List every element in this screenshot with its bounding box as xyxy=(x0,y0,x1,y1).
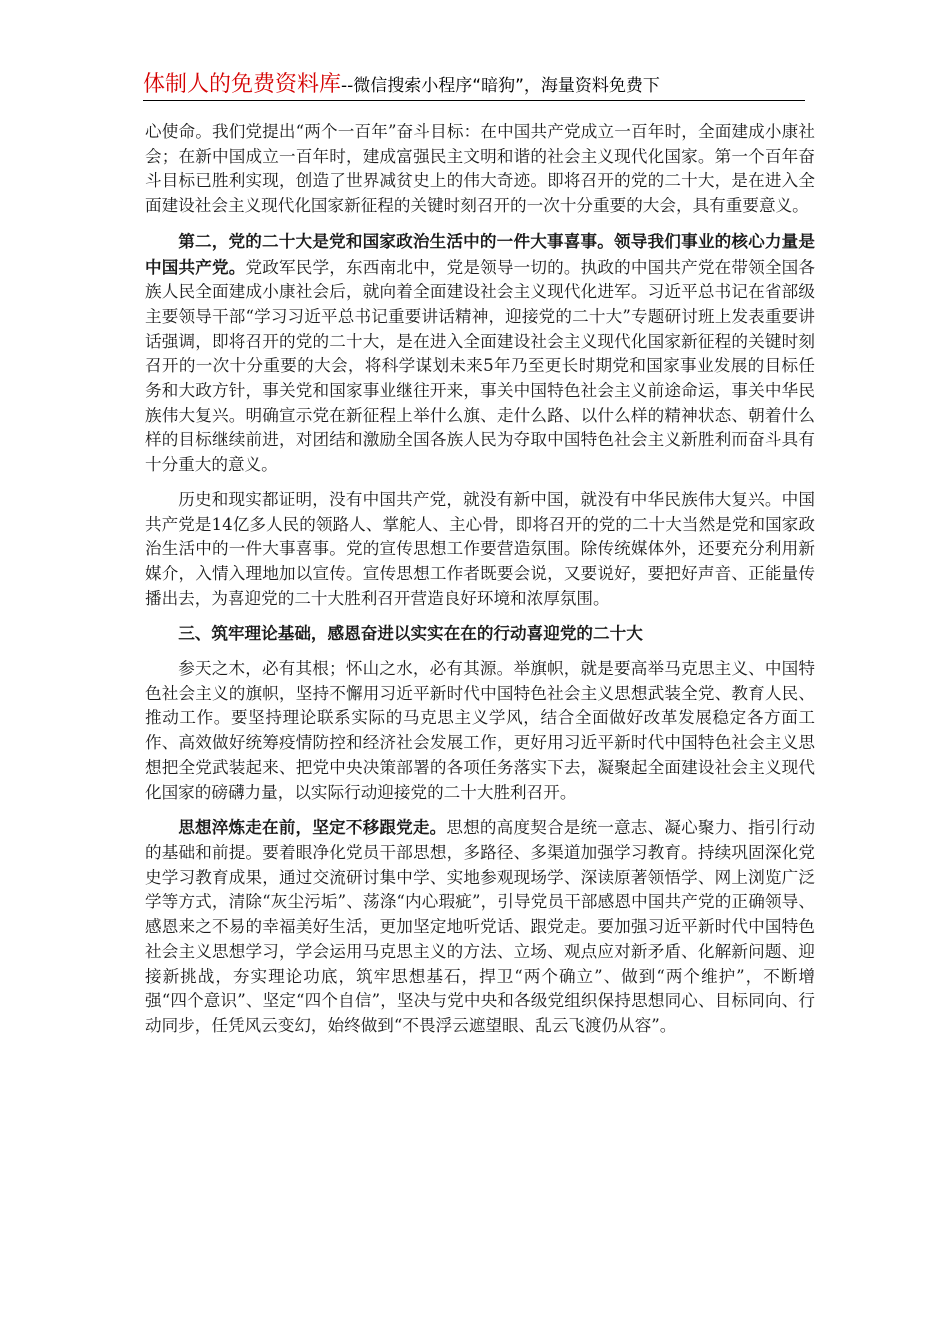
paragraph xyxy=(145,120,815,219)
document-body xyxy=(145,120,815,1049)
paragraph-lead: 第二，党的二十大是党和国家政治生活中的一件大事喜事。领导我们事业的核心力量是中国共产党。 xyxy=(145,230,815,277)
paragraph-text: 思想的高度契合是统一意志、凝心聚力、指引行动的基础和前提。要着眼净化党员干部思想，多路径、多渠道加强学习教育。持续巩固深化党史学习教育成果，通过交流研讨集中学、实地参观现场学、深读原著领悟学、网上浏览广泛学等方式，清除“灰尘污垢”、荡涤“内心瑕疵”，引导党员干部感恩中国共产党的正确领导、感恩来之不易的幸福美好生活，更加坚定地听党话、跟党走。要加强习近平新时代中国特色社会主义思想学习，学会运用马克思主义的方法、立场、观点应对新矛盾、化解新问题、迎接新挑战，夯实理论功底，筑牢思想基石，捍卫“两个确立”、做到“两个维护”，不断增强“四个意识”、坚定“四个自信”，坚决与党中央和各级党组织保持思想同心、目标同向、行动同步，任凭风云变幻，始终做到“不畏浮云遮望眼、乱云飞渡仍从容”。 xyxy=(145,818,815,1035)
paragraph-text: 历史和现实都证明，没有中国共产党，就没有新中国，就没有中华民族伟大复兴。中国共产党是14亿多人民的领路人、掌舵人、主心骨，即将召开的党的二十大当然是党和国家政治生活中的一件大事喜事。党的宣传思想工作要营造氛围。除传统媒体外，还要充分利用新媒介，入情入理地加以宣传。宣传思想工作者既要会说，又要说好，要把好声音、正能量传播出去，为喜迎党的二十大胜利召开营造良好环境和浓厚氛围。 xyxy=(145,489,815,608)
paragraph xyxy=(145,488,815,612)
paragraph-text: 参天之木，必有其根；怀山之水，必有其源。举旗帜，就是要高举马克思主义、中国特色社会主义的旗帜，坚持不懈用习近平新时代中国特色社会主义思想武装全党、教育人民、推动工作。要坚持理论联系实际的马克思主义学风，结合全面做好改革发展稳定各方面工作、高效做好统筹疫情防控和经济社会发展工作，更好用习近平新时代中国特色社会主义思想把全党武装起来、把党中央决策部署的各项任务落实下去，凝聚起全面建设社会主义现代化国家的磅礴力量，以实际行动迎接党的二十大胜利召开。 xyxy=(145,659,815,802)
section-heading xyxy=(145,621,815,647)
paragraph xyxy=(145,229,815,478)
paragraph xyxy=(145,815,815,1038)
paragraph-text: 心使命。我们党提出“两个一百年”奋斗目标：在中国共产党成立一百年时，全面建成小康社会；在新中国成立一百年时，建成富强民主文明和谐的社会主义现代化国家。第一个百年奋斗目标已胜利实现，创造了世界减贫史上的伟大奇迹。即将召开的党的二十大，是在进入全面建设社会主义现代化国家新征程的关键时刻召开的一次十分重要的大会，具有重要意义。 xyxy=(145,122,815,216)
section-heading-text: 三、筑牢理论基础，感恩奋进以实实在在的行动喜迎党的二十大 xyxy=(178,623,643,644)
header-brand: 体制人的免费资料库 xyxy=(143,72,342,97)
paragraph-lead: 思想淬炼走在前，坚定不移跟党走。 xyxy=(178,817,447,838)
header-slogan: --微信搜索小程序“暗狗”，海量资料免费下 xyxy=(341,76,660,96)
paragraph xyxy=(145,657,815,805)
paragraph-text: 党政军民学，东西南北中，党是领导一切的。执政的中国共产党在带领全国各族人民全面建成小康社会后，就向着全面建设社会主义现代化进军。习近平总书记在省部级主要领导干部“学习习近平总书记重要讲话精神，迎接党的二十大”专题研讨班上发表重要讲话强调，即将召开的党的二十大，是在进入全面建设社会主义现代化国家新征程的关键时刻召开的一次十分重要的大会，将科学谋划未来5年乃至更长时期党和国家事业发展的目标任务和大政方针，事关党和国家事业继往开来，事关中国特色社会主义前途命运，事关中华民族伟大复兴。明确宣示党在新征程上举什么旗、走什么路、以什么样的精神状态、朝着什么样的目标继续前进，对团结和激励全国各族人民为夺取中国特色社会主义新胜利而奋斗具有十分重大的意义。 xyxy=(145,257,816,475)
page-header xyxy=(143,70,805,101)
